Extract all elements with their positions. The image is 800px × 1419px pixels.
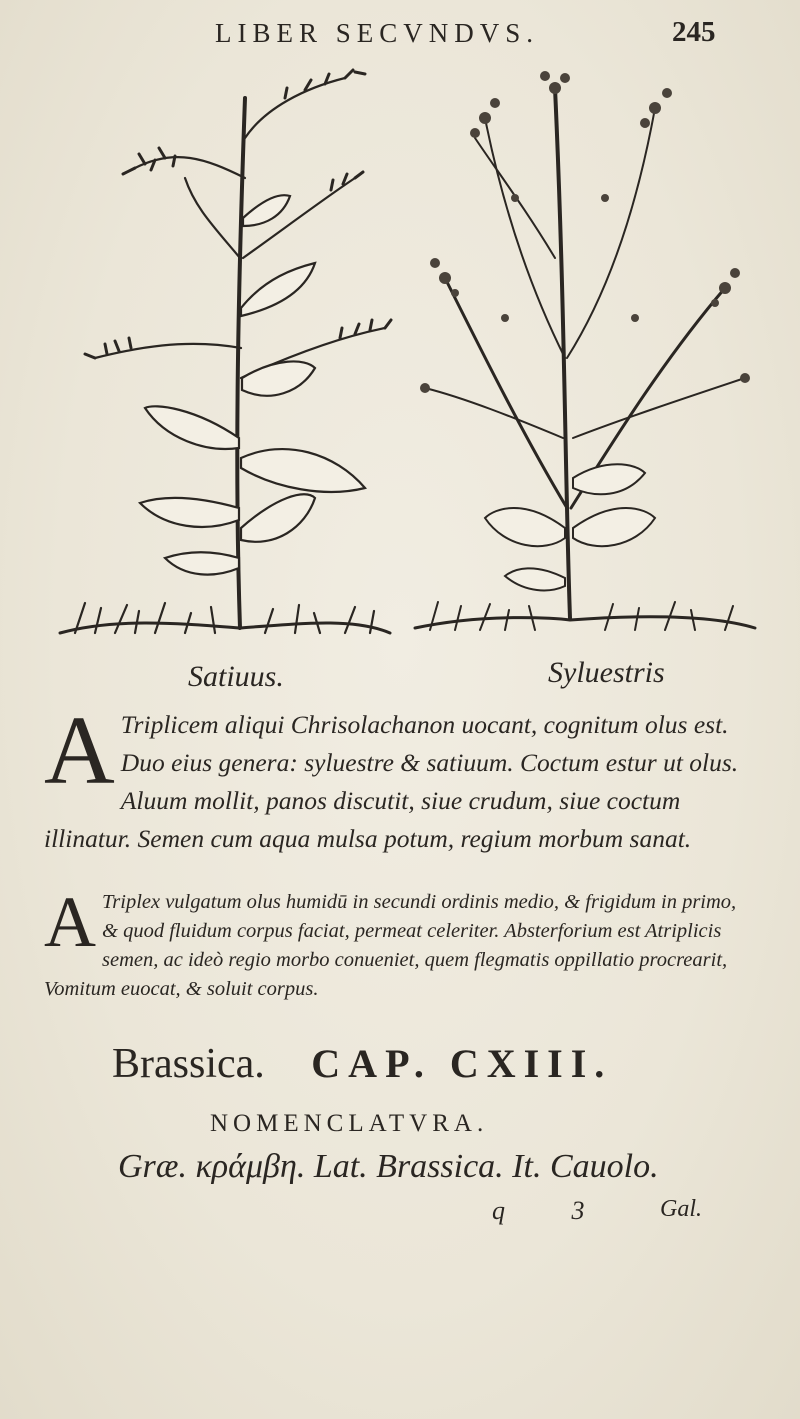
paragraph-text: Triplex vulgatum olus humidū in secundi ordinis medio, & frigidum in primo, & quod fluidum corpus faciat, permeat celeriter. Absterforium est Atriplicis semen, ac ideò regio morbo conueniet, quem flegmatis oppillatio procrearit, Vomitum euocat, & soluit corpus.	[44, 891, 737, 1000]
caption-satiuus: Satiuus.	[188, 660, 284, 693]
paragraph-atriplex-description	[44, 697, 749, 858]
running-title: LIBER SECVNDVS.	[215, 18, 540, 48]
chapter-number: CAP. CXIII.	[311, 1041, 613, 1086]
caption-syluestris: Syluestris	[548, 656, 665, 689]
paragraph-text: Triplicem aliqui Chrisolachanon uocant, cognitum olus est. Duo eius genera: syluestre & satiuum. Coctum estur ut olus. Aluum mollit, panos discutit, siue crudum, siue coctum illinatur. Semen cum aqua mulsa potum, regium morbum sanat.	[44, 710, 739, 853]
chapter-title: Brassica.	[112, 1041, 265, 1087]
signature-mark: q 3	[492, 1196, 615, 1225]
folio-number: 245	[672, 16, 716, 48]
drop-cap: A	[44, 882, 96, 962]
plant-illustration-satiuus	[55, 58, 395, 643]
names-line: Græ. κράμβη. Lat. Brassica. It. Cauolo.	[118, 1148, 659, 1185]
page-footer	[0, 1190, 800, 1240]
catchword: Gal.	[660, 1196, 702, 1222]
woodcut-syluestris	[405, 58, 760, 638]
nomenclatura-heading: NOMENCLATVRA.	[210, 1110, 489, 1137]
drop-cap: A	[44, 697, 115, 805]
paragraph-atriplex-commentary	[44, 882, 749, 1004]
chapter-heading	[112, 1040, 612, 1088]
woodcut-satiuus	[55, 58, 395, 643]
plant-illustration-syluestris	[405, 58, 760, 638]
page-header	[0, 14, 800, 54]
